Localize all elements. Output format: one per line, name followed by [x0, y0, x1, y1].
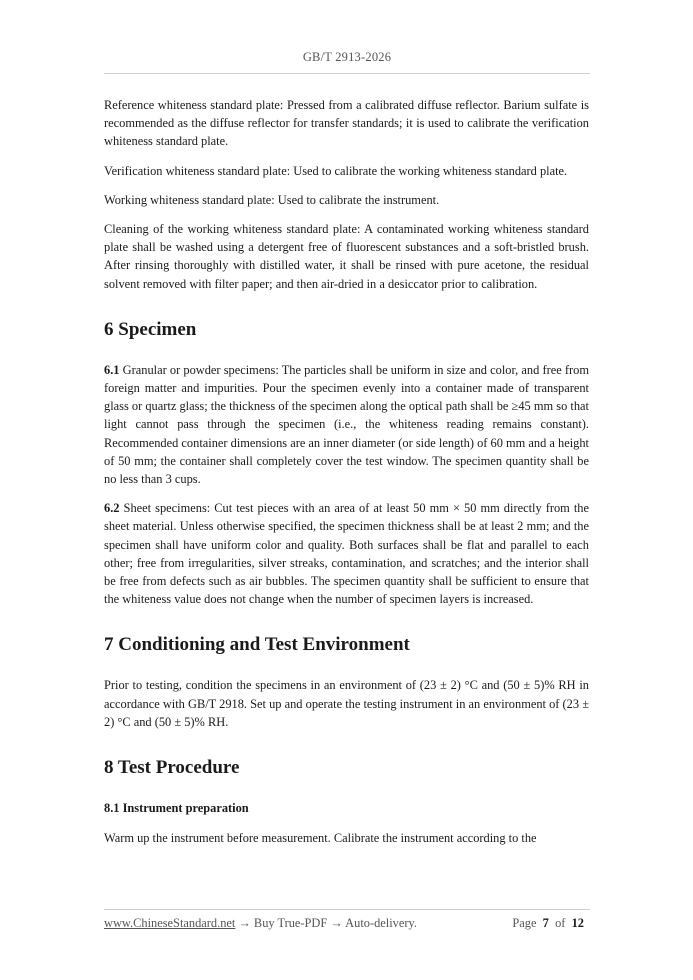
paragraph-instrument-preparation: Warm up the instrument before measurement. Calibrate the instrument according to the	[104, 831, 537, 846]
section-heading-conditioning: 7 Conditioning and Test Environment	[104, 634, 410, 656]
subsection-heading-instrument-preparation: 8.1 Instrument preparation	[104, 801, 249, 816]
paragraph-cleaning: Cleaning of the working whiteness standard plate: A contaminated working whiteness standard plate shall be washed using a detergent free of fluorescent substances and a soft-bristled brush. After rinsing thoroughly with distilled water, it shall be rinsed with pure acetone, the residual solvent removed with filter paper; and then air-dried in a desiccator prior to calibration.	[104, 222, 589, 291]
paragraph-verification-plate: Verification whiteness standard plate: Used to calibrate the working whiteness standard plate.	[104, 163, 568, 178]
clause-6-1	[104, 361, 589, 488]
page-label: Page	[512, 916, 537, 930]
paragraph-reference-plate: Reference whiteness standard plate: Pressed from a calibrated diffuse reflector. Barium sulfate is recommended as the diffuse reflector for transfer standards; it is used to calibrate the verification whiteness standard plate.	[104, 98, 589, 149]
page-number	[512, 916, 584, 931]
paragraph-conditioning: Prior to testing, condition the specimens in an environment of (23 ± 2) °C and (50 ± 5)% RH in accordance with GB/T 2918. Set up and operate the testing instrument in an environment of (23 ± 2) °C and (50 ± 5)% RH.	[104, 678, 589, 729]
clause-text: Sheet specimens: Cut test pieces with an area of at least 50 mm × 50 mm directly from the sheet material. Unless otherwise specified, the specimen thickness shall be at least 2 mm; and the specimen shall have uniform color and quality. Both surfaces shall be flat and parallel to each other; free from irregularities, silver streaks, contamination, and scratches; and the interior shall be free from defects such as air bubbles. The specimen quantity shall be sufficient to ensure that the whiteness value does not change when the number of specimen layers is increased.	[104, 501, 589, 607]
page-content	[104, 96, 589, 858]
clause-text: Granular or powder specimens: The particles shall be uniform in size and color, and free from foreign matter and impurities. Pour the specimen evenly into a container made of transparent glass or quartz glass; the thickness of the specimen along the optical path shall be ≥45 mm so that light cannot pass through the specimen (i.e., the whiteness reading remains constant). Recommended container dimensions are an inner diameter (or side length) of 60 mm and a height of 50 mm; the container shall completely cover the test window. The specimen quantity shall be no less than 3 cups.	[104, 362, 589, 487]
clause-number: 6.1	[104, 362, 120, 377]
page-of: of	[555, 916, 566, 930]
footer-tagline: → Buy True-PDF → Auto-delivery.	[235, 916, 417, 930]
section-heading-specimen: 6 Specimen	[104, 318, 197, 340]
current-page: 7	[542, 916, 549, 930]
running-header: GB/T 2913-2026	[302, 50, 392, 64]
footer-divider	[104, 909, 590, 910]
website-link[interactable]: www.ChineseStandard.net	[104, 916, 236, 930]
section-heading-test-procedure: 8 Test Procedure	[104, 757, 240, 779]
clause-6-2	[104, 499, 589, 608]
page-footer	[104, 916, 590, 931]
header-divider	[104, 73, 590, 74]
total-pages: 12	[571, 916, 584, 930]
paragraph-working-plate: Working whiteness standard plate: Used to calibrate the instrument.	[104, 192, 440, 207]
clause-number: 6.2	[104, 501, 120, 516]
